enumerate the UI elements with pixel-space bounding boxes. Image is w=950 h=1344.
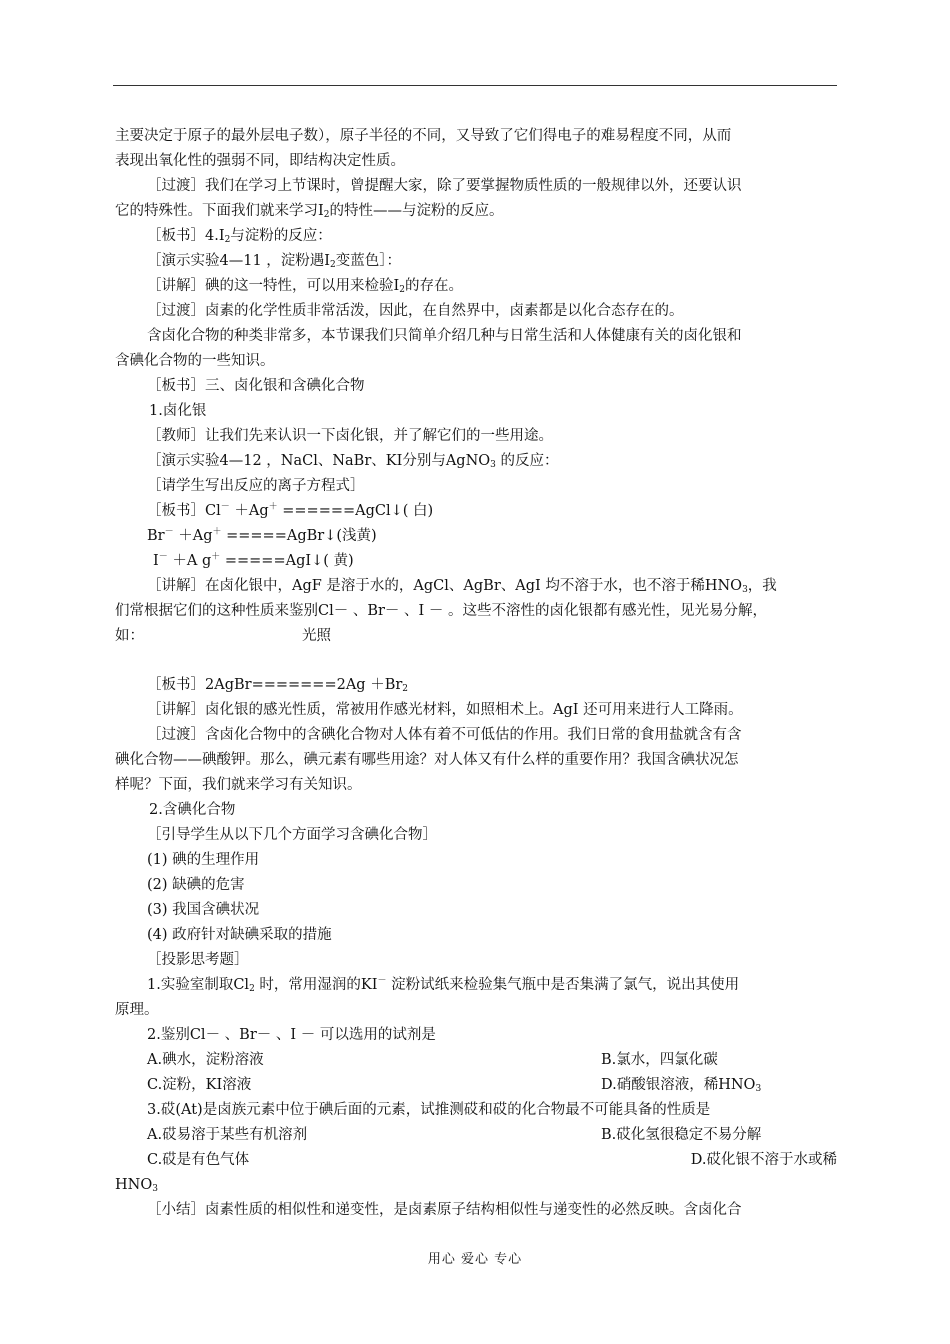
option-d: D.砹化银不溶于水或稀: [690, 1152, 837, 1168]
question-line: 原理。: [115, 1002, 159, 1018]
paragraph-line: 们常根据它们的这种性质来鉴别Cl－ 、Br－ 、I － 。这些不溶性的卤化银都有感光性，见光易分解，: [115, 603, 767, 619]
question-line: 3.砹(At)是卤族元素中位于碘后面的元素，试推测砹和砹的化合物最不可能具备的性质是: [147, 1102, 711, 1118]
paragraph-line: ［演示实验4—12 ，NaCl、NaBr、KI分别与AgNO$_3$ 的反应：: [147, 453, 559, 470]
paragraph-line: ［教师］让我们先来认识一下卤化银，并了解它们的一些用途。: [147, 428, 553, 444]
equation-line: ［板书］Cl－ ＋Ag＋ ======AgCl↓( 白): [147, 502, 434, 519]
option-row: [115, 1073, 837, 1098]
option-row: [115, 1148, 837, 1173]
option-c: C.淀粉，KI溶液: [147, 1077, 252, 1093]
paragraph-line: 如： 光照: [115, 628, 331, 644]
list-item: (4) 政府针对缺碘采取的措施: [147, 927, 332, 943]
option-d: D.硝酸银溶液，稀$HNO_3$: [601, 1077, 762, 1094]
paragraph-line: ［板书$]4.I_2$与淀粉的反应：: [147, 228, 332, 245]
list-item: (2) 缺碘的危害: [147, 877, 245, 893]
equation-line: I－ ＋A g＋ =====AgI↓( 黄): [153, 552, 354, 569]
paragraph-line: 碘化合物——碘酸钾。那么，碘元素有哪些用途？对人体又有什么样的重要作用？我国含碘状况怎: [115, 752, 739, 768]
paragraph-line: ［引导学生从以下几个方面学习含碘化合物］: [147, 827, 437, 843]
paragraph-line: 含碘化合物的一些知识。: [115, 353, 275, 369]
paragraph-line: ［板书］三、卤化银和含碘化合物: [147, 378, 365, 394]
paragraph-line: 它的特殊性。下面我们就来学习$I_2$的特性——与淀粉的反应。: [115, 203, 504, 220]
option-a: A.碘水，淀粉溶液: [147, 1052, 264, 1068]
paragraph-line: ［请学生写出反应的离子方程式］: [147, 478, 365, 494]
section-heading: 1.卤化银: [149, 403, 207, 419]
option-row: [115, 1123, 837, 1148]
paragraph-line: 表现出氧化性的强弱不同，即结构决定性质。: [115, 153, 405, 169]
question-line: 2.鉴别Cl－ 、Br－ 、I － 可以选用的试剂是: [147, 1027, 436, 1043]
header-rule: [113, 85, 837, 86]
paragraph-line: ［讲解］在卤化银中，AgF 是溶于水的，AgCl、AgBr、AgI 均不溶于水，也不溶于稀$HNO_3$，我: [147, 578, 777, 595]
list-item: (3) 我国含碘状况: [147, 902, 260, 918]
paragraph-line: ［投影思考题］: [147, 952, 249, 968]
equation-line: Br－ ＋Ag＋ =====AgBr↓(浅黄): [147, 527, 377, 544]
option-b: B.氯水，四氯化碳: [601, 1052, 718, 1068]
document-body: [115, 124, 837, 1223]
option-c: C.砹是有色气体: [147, 1152, 250, 1168]
question-line: 1.实验室制取$Cl_2$ 时，常用湿润的KI－ 淀粉试纸来检验集气瓶中是否集满了氯气，说出其使用: [147, 976, 740, 994]
paragraph-line: ［演示实验4—11 ，淀粉遇$I_2$变蓝色］：: [147, 253, 401, 270]
option-row: [115, 1048, 837, 1073]
page-footer: 用心 爱心 专心: [427, 1252, 523, 1267]
equation-line: ［板书］2AgBr=======2Ag $+Br_2$: [147, 677, 409, 694]
paragraph-line: ［过渡］我们在学习上节课时，曾提醒大家，除了要掌握物质性质的一般规律以外，还要认识: [147, 178, 742, 194]
paragraph-line: ［小结］卤素性质的相似性和递变性，是卤素原子结构相似性与递变性的必然反映。含卤化合: [147, 1202, 742, 1218]
paragraph-line: ［讲解］卤化银的感光性质，常被用作感光材料，如照相术上。AgI 还可用来进行人工降雨。: [147, 702, 743, 718]
paragraph-line: ［过渡］含卤化合物中的含碘化合物对人体有着不可低估的作用。我们日常的食用盐就含有含: [147, 727, 742, 743]
option-continuation: $HNO_3$: [115, 1177, 158, 1194]
section-heading: 2.含碘化合物: [149, 802, 236, 818]
paragraph-line: 主要决定于原子的最外层电子数），原子半径的不同，又导致了它们得电子的难易程度不同，从而: [115, 128, 732, 144]
light-condition-label: 光照: [302, 628, 331, 644]
paragraph-line: ［讲解］碘的这一特性，可以用来检验$I_2$的存在。: [147, 278, 463, 295]
paragraph-line: 样呢？下面，我们就来学习有关知识。: [115, 777, 362, 793]
equation-spacer: [115, 648, 837, 673]
option-a: A.砹易溶于某些有机溶剂: [147, 1127, 308, 1143]
paragraph-line: ［过渡］卤素的化学性质非常活泼，因此，在自然界中，卤素都是以化合态存在的。: [147, 303, 684, 319]
paragraph-line: 含卤化合物的种类非常多，本节课我们只简单介绍几种与日常生活和人体健康有关的卤化银和: [147, 328, 742, 344]
list-item: (1) 碘的生理作用: [147, 852, 260, 868]
option-b: B.砹化氢很稳定不易分解: [601, 1127, 762, 1143]
